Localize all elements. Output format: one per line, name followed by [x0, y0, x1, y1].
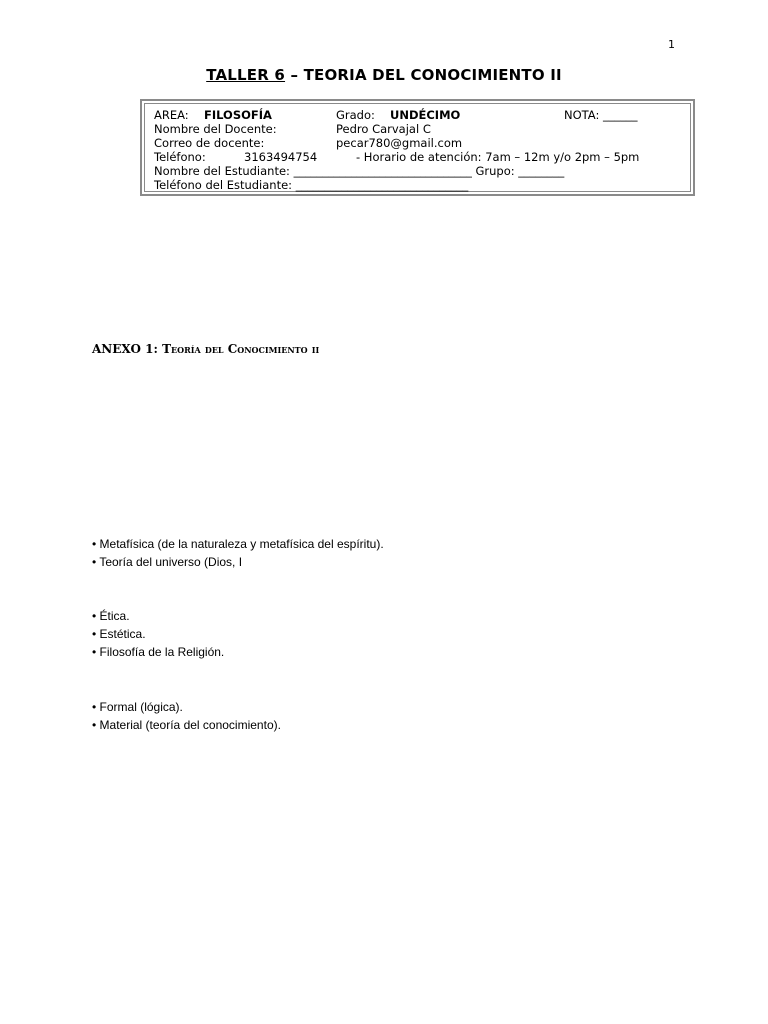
telefono-estudiante-field: Teléfono del Estudiante: ______________________________: [154, 178, 469, 192]
bullet-group-metafisica: [92, 535, 384, 571]
list-item: • Estética.: [92, 627, 146, 641]
telefono-value: 3163494754: [244, 150, 318, 164]
document-title: [0, 66, 768, 84]
list-item: • Formal (lógica).: [92, 700, 183, 714]
estudiante-field: Nombre del Estudiante: _______________________________ Grupo: ________: [154, 164, 565, 178]
grado-value: UNDÉCIMO: [390, 108, 461, 122]
docente-label: Nombre del Docente:: [154, 122, 277, 136]
horario-text: - Horario de atención: 7am – 12m y/o 2pm – 5pm: [356, 150, 640, 164]
title-topic: – TEORIA DEL CONOCIMIENTO II: [285, 66, 562, 84]
list-item: • Teoría del universo (Dios, I: [92, 555, 243, 569]
bullet-group-logica: [92, 698, 281, 734]
list-item: • Ética.: [92, 609, 130, 623]
list-item: • Metafísica (de la naturaleza y metafísica del espíritu).: [92, 537, 384, 551]
docente-value: Pedro Carvajal C: [336, 122, 431, 136]
info-box: [140, 99, 695, 196]
bullet-group-valores: [92, 607, 224, 661]
page-number: 1: [668, 38, 675, 51]
list-item: • Filosofía de la Religión.: [92, 645, 225, 659]
annex-title: ANEXO 1: Teoría del Conocimiento ii: [92, 342, 320, 356]
list-item: • Material (teoría del conocimiento).: [92, 718, 281, 732]
title-workshop: TALLER 6: [206, 66, 286, 84]
correo-value: pecar780@gmail.com: [336, 136, 463, 150]
telefono-label: Teléfono:: [154, 150, 206, 164]
grado-label: Grado:: [336, 108, 375, 122]
area-label: AREA:: [154, 108, 189, 122]
correo-label: Correo de docente:: [154, 136, 265, 150]
nota-field: NOTA: ______: [564, 108, 638, 122]
area-value: FILOSOFÍA: [204, 108, 272, 122]
